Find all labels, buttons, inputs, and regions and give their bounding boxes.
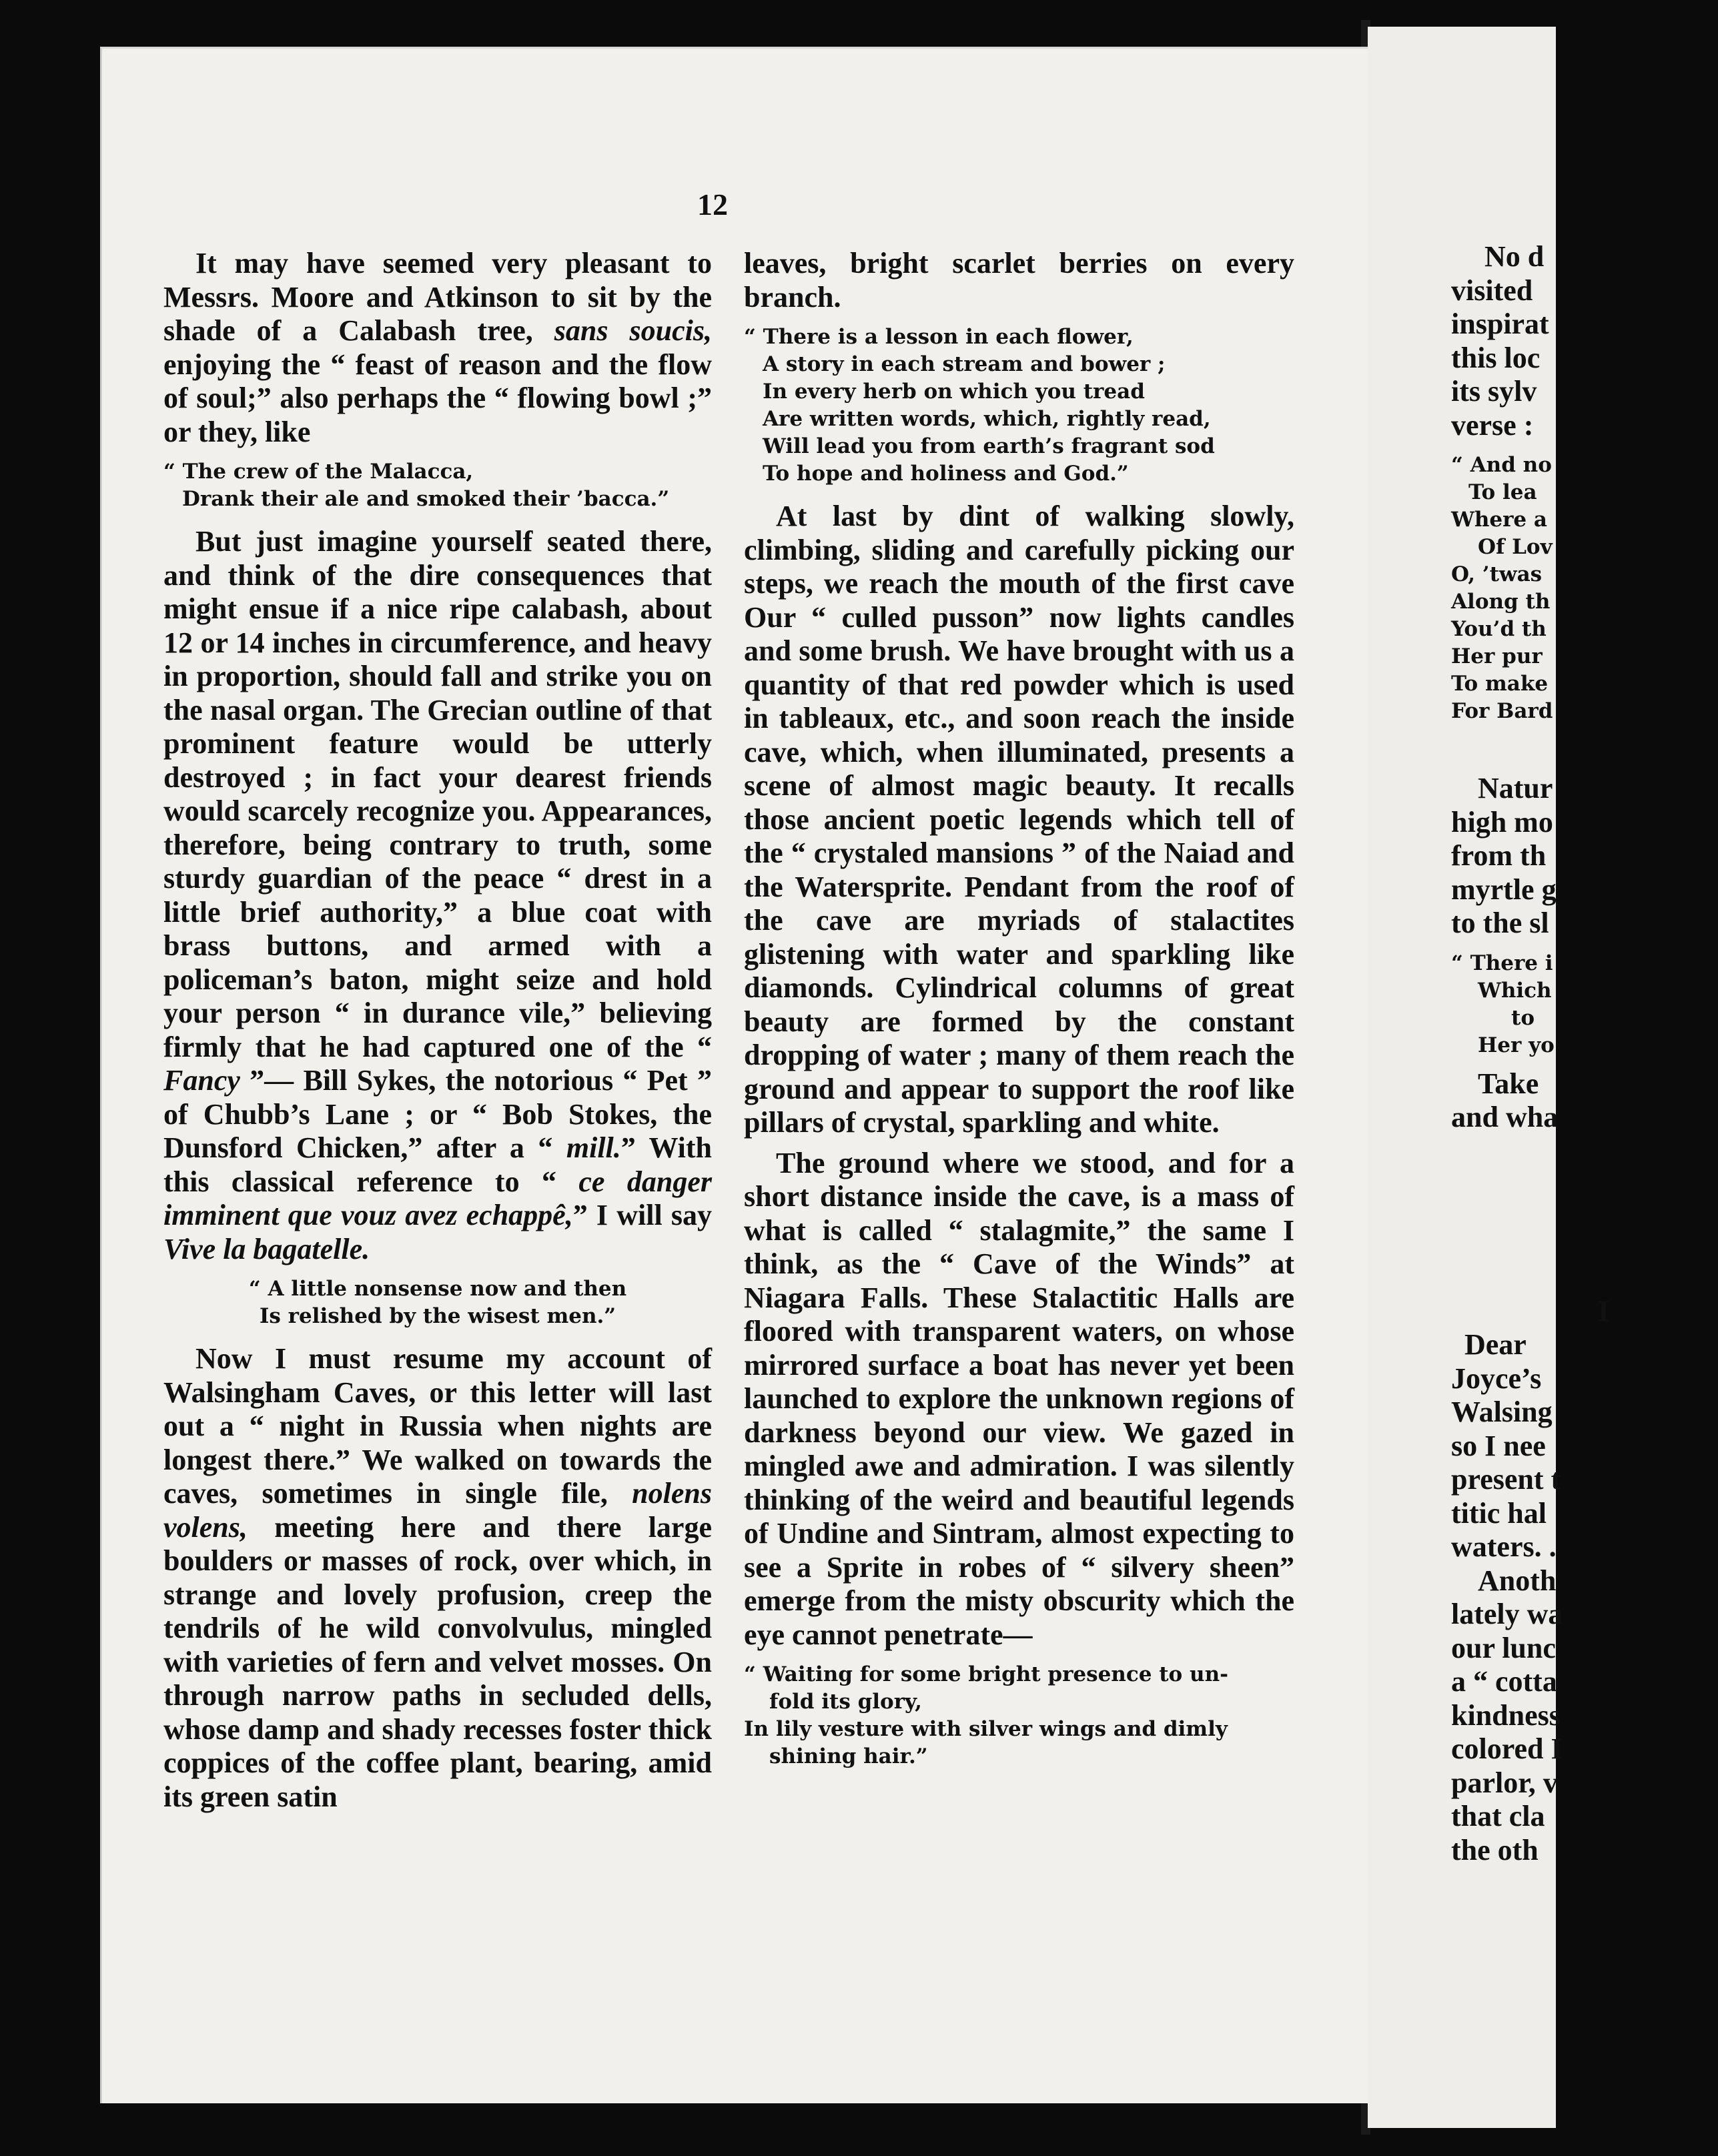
column-left bbox=[163, 247, 712, 1820]
paragraph: leaves, bright scarlet berries on every branch. bbox=[744, 247, 1294, 314]
paragraph: It may have seemed very pleasant to Messrs. Moore and Atkinson to sit by the shade of a Calabash tree, sans soucis, enjoying the “ feast of reason and the flow of soul;” also perhaps the “ flowing bowl ;” or they, like bbox=[163, 247, 712, 448]
page-number: 12 bbox=[697, 187, 728, 221]
paragraph: Now I must resume my account of Walsingham Caves, or this letter will last out a “ night in Russia when nights are longest there.” We walked on towards the caves, sometimes in single file, nolens volens, meeting here and there large boulders or masses of rock, over which, in strange and lovely profusion, creep the tendrils of he wild convolvulus, mingled with varieties of fern and velvet mosses. On through narrow paths in secluded dells, whose damp and shady recesses foster thick coppices of the coffee plant, bearing, amid its green satin bbox=[163, 1342, 712, 1813]
paragraph: At last by dint of walking slowly, climbing, sliding and carefully picking our steps, we reach the mouth of the first cave Our “ culled pusson” now lights candles and some brush. We have brought with us a quantity of that red powder which is used in tableaux, etc., and soon reach the inside cave, which, when illuminated, presents a scene of almost magic beauty. It recalls those ancient poetic legends which tell of the “ crystaled mansions ” of the Naiad and the Watersprite. Pendant from the roof of the cave are myriads of stalactites glistening with water and sparkling like diamonds. Cylindrical columns of great beauty are formed by the constant dropping of water ; many of them reach the ground and appear to support the roof like pillars of crystal, sparkling and white. bbox=[744, 500, 1294, 1139]
verse-quote: “ Waiting for some bright presence to un- fold its glory, In lily vesture with silver wings and dimly shining hair.” bbox=[744, 1662, 1228, 1768]
verse-quote: “ A little nonsense now and then Is relished by the wisest men.” bbox=[248, 1277, 627, 1328]
column-right bbox=[744, 247, 1294, 1782]
verse-quote: “ There is a lesson in each flower, A story in each stream and bower ; In every herb on which you tread Are written words, which, rightly read, Will lead you from earth’s fragrant sod To hope and holiness and God.” bbox=[744, 325, 1215, 486]
paragraph: But just imagine yourself seated there, and think of the dire consequences that might ensue if a nice ripe calabash, about 12 or 14 inches in circumference, and heavy in proportion, should fall and strike you on the nasal organ. The Grecian outline of that prominent feature would be utterly destroyed ; in fact your dearest friends would scarcely recognize you. Appearances, therefore, being contrary to truth, some sturdy guardian of the peace “ drest in a little brief authority,” a blue coat with brass buttons, and armed with a policeman’s baton, might seize and hold your person “ in durance vile,” believing firmly that he had captured one of the “ Fancy ”— Bill Sykes, the notorious “ Pet ” of Chubb’s Lane ; or “ Bob Stokes, the Dunsford Chicken,” after a “ mill.” With this classical reference to “ ce danger imminent que vouz avez echappê,” I will say Vive la bagatelle. bbox=[163, 525, 713, 1265]
verse-quote: “ The crew of the Malacca, Drank their ale and smoked their ’bacca.” bbox=[163, 460, 670, 511]
right-page-text: No d visited inspirat this loc its sylv verse : “ And no To lea Where a Of Lov O, ’twas Along th You’d th Her pur To make For Bard Natur high mo from th myrtle g to the sl “ There i Which to Her yo Take and wha I Dear Joyce’s Walsing so I nee present t titic hal waters. . Anoth lately wa our lunc a “ cotta kindness colored I parlor, v that cla the oth bbox=[1451, 240, 1610, 1866]
paragraph: The ground where we stood, and for a short distance inside the cave, is a mass of what is called “ stalagmite,” the same I think, as the “ Cave of the Winds” at Niagara Falls. These Stalactitic Halls are floored with transparent waters, on whose mirrored surface a boat has never yet been launched to explore the unknown regions of darkness beyond our view. We gazed in mingled awe and admiration. I was silently thinking of the weird and beautiful legends of Undine and Sintram, almost expecting to see a Sprite in robes of “ silvery sheen” emerge from the misty obscurity which the eye cannot penetrate— bbox=[744, 1146, 1294, 1651]
